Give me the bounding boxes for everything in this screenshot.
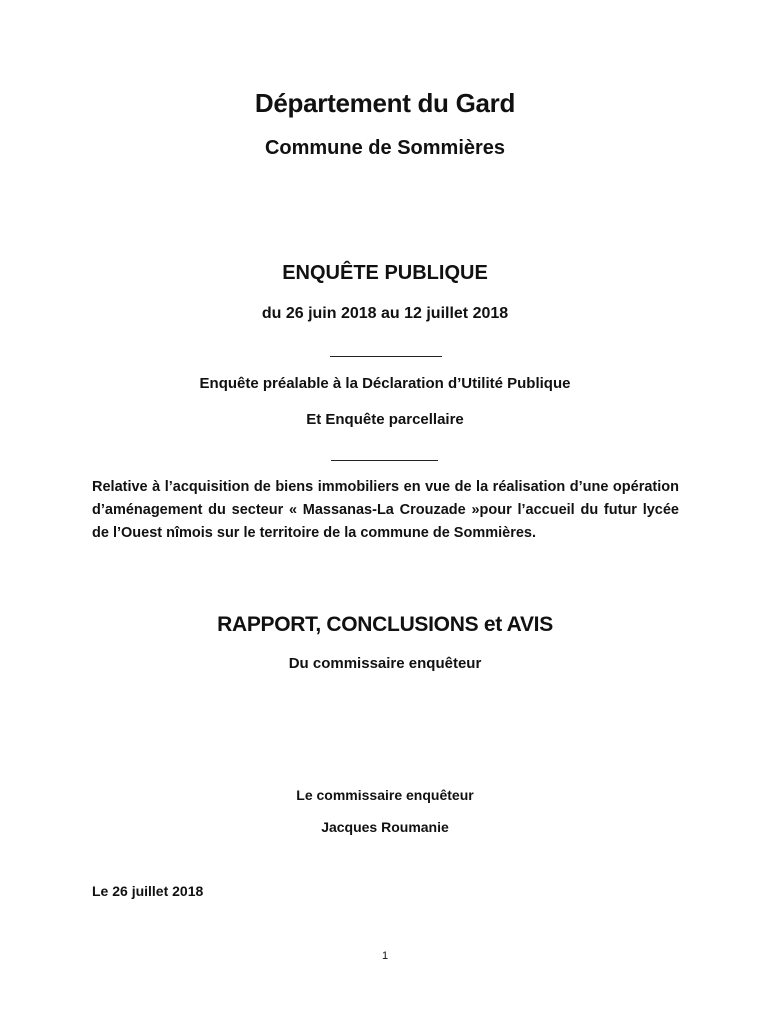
- commune-title: Commune de Sommières: [264, 137, 506, 159]
- inquiry-subtitle-dup: Enquête préalable à la Déclaration d’Utilité Publique: [199, 375, 571, 392]
- separator-line: [331, 460, 438, 461]
- separator-line: [330, 356, 442, 357]
- document-date: Le 26 juillet 2018: [92, 883, 204, 899]
- inquiry-description: Relative à l’acquisition de biens immobiliers en vue de la réalisation d’une opération d’aménagement du secteur « Massanas-La Crouzade »pour l’accueil du futur lycée de l’Ouest nîmois sur le territoire de la commune de Sommières.: [92, 479, 679, 541]
- report-title: RAPPORT, CONCLUSIONS et AVIS: [217, 613, 553, 636]
- report-subtitle: Du commissaire enquêteur: [288, 655, 482, 672]
- page-number: 1: [381, 950, 389, 962]
- inquiry-title: ENQUÊTE PUBLIQUE: [282, 262, 488, 284]
- inquiry-dates: du 26 juin 2018 au 12 juillet 2018: [261, 305, 509, 322]
- signature-name: Jacques Roumanie: [321, 819, 449, 835]
- department-title: Département du Gard: [254, 88, 516, 118]
- signature-role: Le commissaire enquêteur: [296, 787, 474, 803]
- inquiry-subtitle-parcellaire: Et Enquête parcellaire: [306, 411, 464, 428]
